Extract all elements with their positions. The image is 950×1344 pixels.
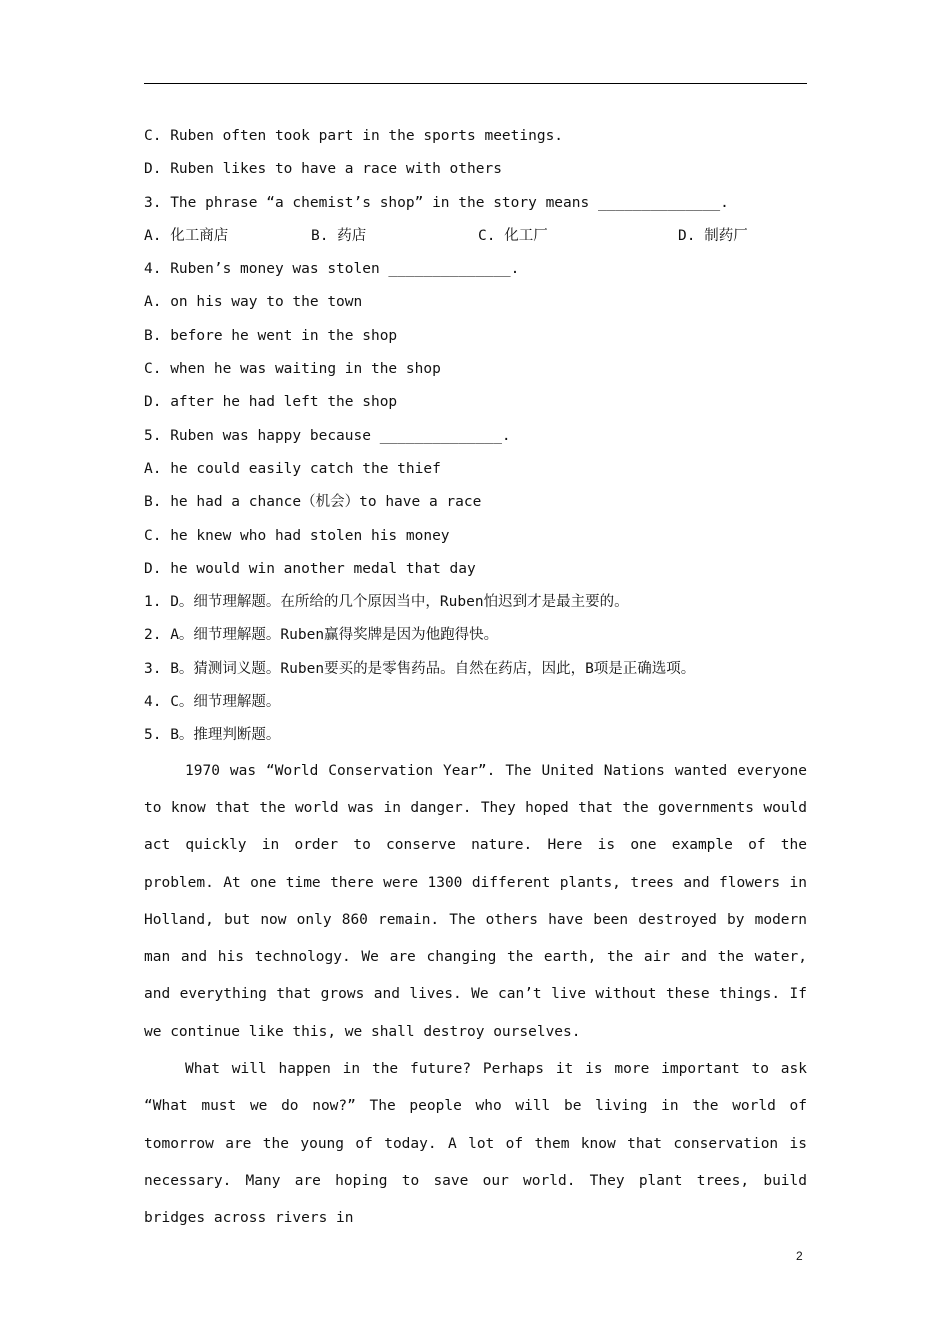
q4-option-d: D. after he had left the shop	[144, 394, 398, 411]
answer-4: 4. C。细节理解题。	[144, 694, 281, 711]
header-rule	[144, 83, 807, 84]
q3-stem: 3. The phrase “a chemist’s shop” in the story means ______________.	[144, 194, 729, 211]
q5-stem: 5. Ruben was happy because ______________.	[144, 427, 511, 444]
q3-option-c: C. 化工厂	[478, 227, 548, 244]
q5-option-c: C. he knew who had stolen his money	[144, 527, 450, 544]
page-content	[144, 120, 807, 1238]
q4-stem: 4. Ruben’s money was stolen ______________.	[144, 261, 520, 278]
answer-5: 5. B。推理判断题。	[144, 727, 281, 744]
answer-1: 1. D。细节理解题。在所给的几个原因当中，Ruben怕迟到才是最主要的。	[144, 594, 629, 611]
answer-2: 2. A。细节理解题。Ruben赢得奖牌是因为他跑得快。	[144, 627, 499, 644]
q2-option-c: C. Ruben often took part in the sports meetings.	[144, 128, 564, 144]
answer-3: 3. B。猜测词义题。Ruben要买的是零售药品。自然在药店，因此，B项是正确选项。	[144, 660, 696, 677]
q3-options	[144, 220, 807, 253]
page-number: 2	[796, 1249, 803, 1263]
q2-option-d: D. Ruben likes to have a race with others	[144, 161, 502, 178]
q5-option-a: A. he could easily catch the thief	[144, 460, 441, 477]
passage-paragraph-1: 1970 was “World Conservation Year”. The United Nations wanted everyone to know that the world was in danger. They hoped that the governments would act quickly in order to conserve nature. Here is one example of the problem. At one time there were 1300 different plants, trees and flowers in Holland, but now only 860 remain. The others have been destroyed by modern man and his technology. We are changing the earth, the air and the water, and everything that grows and lives. We can’t live without these things. If we continue like this, we shall destroy ourselves.	[144, 762, 807, 1040]
q5-option-b: B. he had a chance（机会）to have a race	[144, 494, 482, 511]
q4-option-a: A. on his way to the town	[144, 294, 363, 311]
q4-option-b: B. before he went in the shop	[144, 327, 398, 344]
q3-option-a: A. 化工商店	[144, 227, 229, 244]
passage-paragraph-2: What will happen in the future? Perhaps it is more important to ask “What must we do now?” The people who will be living in the world of tomorrow are the young of today. A lot of them know that conservation is necessary. Many are hoping to save our world. They plant trees, build bridges across rivers in	[144, 1061, 807, 1227]
q3-option-d: D. 制药厂	[678, 227, 748, 244]
q5-option-d: D. he would win another medal that day	[144, 560, 476, 577]
q4-option-c: C. when he was waiting in the shop	[144, 361, 441, 378]
q3-option-b: B. 药店	[311, 227, 367, 244]
